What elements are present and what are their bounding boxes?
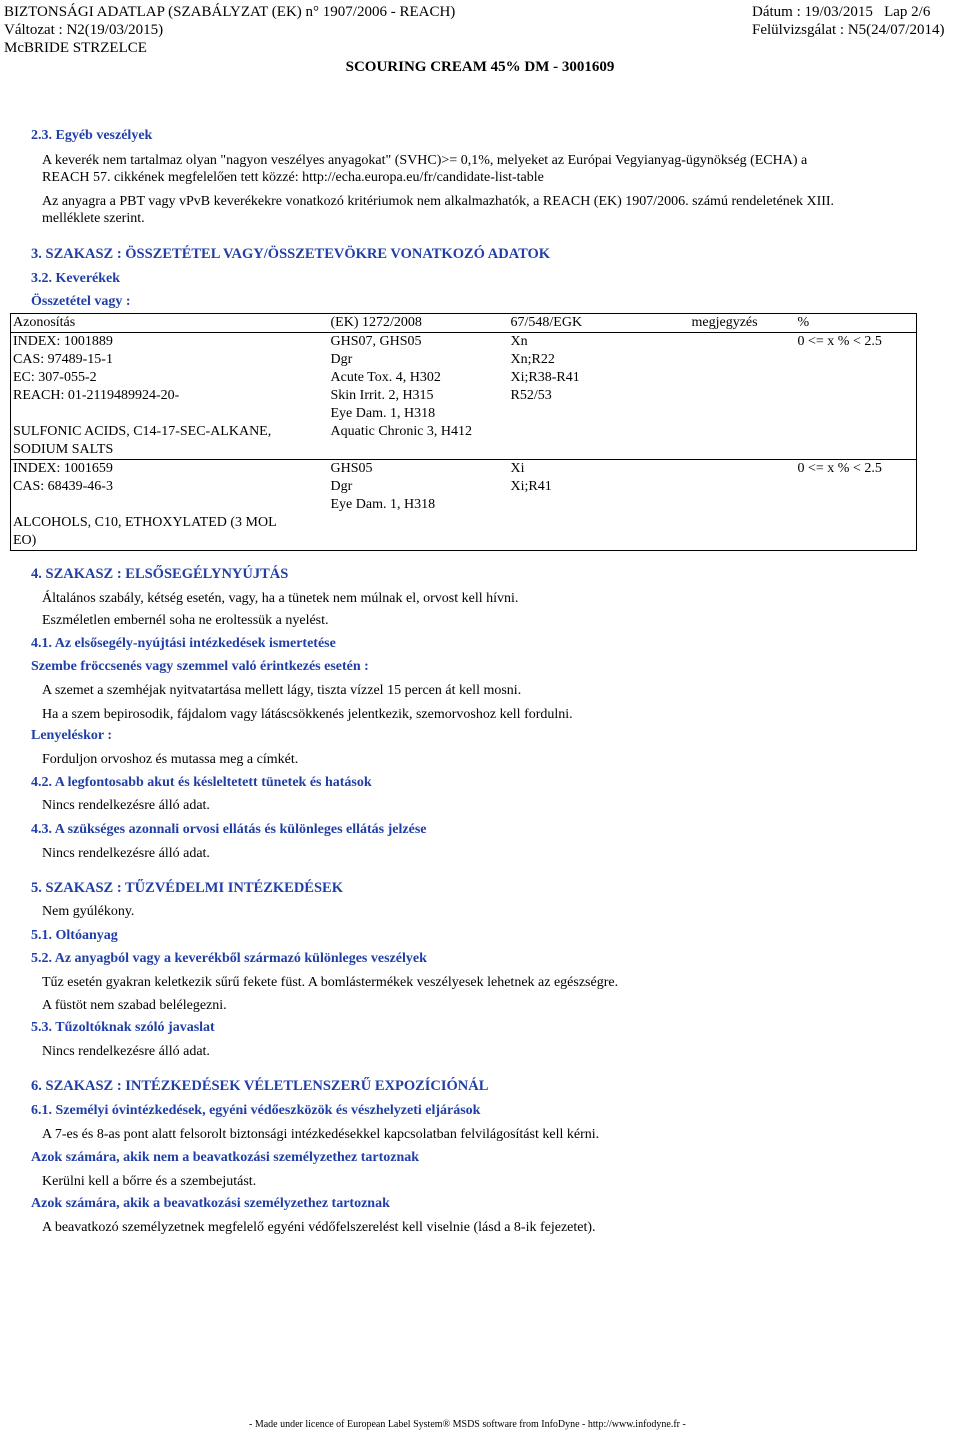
row1-identification (11, 333, 329, 460)
row1-clp-3: Skin Irrit. 2, H315 (330, 388, 434, 403)
section-4-2-title: 4.2. A legfontosabb akut és késleltetett tünetek és hatások (31, 775, 372, 790)
row2-clp-2: Eye Dam. 1, H318 (330, 497, 436, 512)
s42-text: Nincs rendelkezésre álló adat. (42, 798, 210, 813)
non-staff-text: Kerülni kell a bőrre és a szembejutást. (42, 1174, 257, 1189)
s23-p2-line2: melléklete szerint. (42, 211, 145, 226)
row1-blank (13, 405, 329, 423)
company-name: McBRIDE STRZELCE (4, 40, 147, 56)
product-name: SCOURING CREAM 45% DM - 3001609 (345, 59, 615, 75)
row2-identification (11, 460, 329, 551)
s52-text-2: A füstöt nem szabad belélegezni. (42, 998, 227, 1013)
row2-clp (329, 460, 509, 551)
row2-index: INDEX: 1001659 (13, 461, 113, 476)
section-5-3-title: 5.3. Tűzoltóknak szóló javaslat (31, 1020, 215, 1035)
section-2-3-title: 2.3. Egyéb veszélyek (31, 128, 153, 143)
col-header-identification: Azonosítás (11, 314, 329, 333)
row1-dsd (509, 333, 690, 460)
row1-ec: EC: 307-055-2 (13, 370, 97, 385)
row2-clp-0: GHS05 (330, 461, 373, 476)
row2-blank (13, 496, 329, 514)
row1-dsd-2: Xi;R38-R41 (510, 370, 580, 385)
row2-dsd (509, 460, 690, 551)
document-date (752, 3, 930, 21)
col-header-note: megjegyzés (690, 314, 796, 333)
s23-p1-line1: A keverék nem tartalmaz olyan "nagyon veszélyes anyagokat" (SVHC)>= 0,1%, melyeket az Európai Vegyianyag-ügynökség (ECHA) a (42, 153, 808, 168)
row1-clp-5: Aquatic Chronic 3, H412 (330, 424, 473, 439)
staff-label: Azok számára, akik a beavatkozási személyzethez tartoznak (31, 1196, 390, 1211)
row2-cas: CAS: 68439-46-3 (13, 479, 113, 494)
row1-index: INDEX: 1001889 (13, 334, 113, 349)
row1-dsd-1: Xn;R22 (510, 352, 555, 367)
section-6-title: 6. SZAKASZ : INTÉZKEDÉSEK VÉLETLENSZERŰ EXPOZÍCIÓNÁL (31, 1078, 489, 1094)
row1-name-line2: SODIUM SALTS (13, 442, 114, 457)
row2-name-line2: EO) (13, 533, 37, 548)
swallow-label: Lenyeléskor : (31, 728, 113, 743)
page-number: Lap 2/6 (884, 4, 931, 20)
s53-text: Nincs rendelkezésre álló adat. (42, 1044, 210, 1059)
row1-cas: CAS: 97489-15-1 (13, 352, 113, 367)
section-6-1-title: 6.1. Személyi óvintézkedések, egyéni védőeszközök és vészhelyzeti eljárások (31, 1103, 481, 1118)
date-text: Dátum : 19/03/2015 (752, 4, 873, 20)
row2-percent: 0 <= x % < 2.5 (796, 460, 917, 551)
row1-clp-0: GHS07, GHS05 (330, 334, 422, 349)
s4-general-rule: Általános szabály, kétség esetén, vagy, ha a tünetek nem múlnak el, orvost kell hívni. (42, 591, 519, 606)
section-4-3-title: 4.3. A szükséges azonnali orvosi ellátás és különleges ellátás jelzése (31, 822, 427, 837)
composition-label: Összetétel vagy : (31, 294, 131, 309)
row1-clp-4: Eye Dam. 1, H318 (330, 406, 436, 421)
s23-p2-line1: Az anyagra a PBT vagy vPvB keverékekre vonatkozó kritériumok nem alkalmazhatók, a REACH (EK) 1907/2006. számú rendeletének XIII. (42, 194, 835, 209)
row1-reach: REACH: 01-2119489924-20- (13, 388, 180, 403)
row1-name-line1: SULFONIC ACIDS, C14-17-SEC-ALKANE, (13, 424, 272, 439)
section-4-title: 4. SZAKASZ : ELSŐSEGÉLYNYÚJTÁS (31, 566, 289, 582)
row1-clp (329, 333, 509, 460)
revision-info: Felülvizsgálat : N5(24/07/2014) (752, 22, 945, 38)
section-5-title: 5. SZAKASZ : TŰZVÉDELMI INTÉZKEDÉSEK (31, 880, 343, 896)
s23-p1-line2: REACH 57. cikkének megfelelően tett közzé: http://echa.europa.eu/fr/candidate-list-table (42, 170, 544, 185)
document-title: BIZTONSÁGI ADATLAP (SZABÁLYZAT (EK) n° 1907/2006 - REACH) (4, 4, 456, 20)
section-3-title: 3. SZAKASZ : ÖSSZETÉTEL VAGY/ÖSSZETEVÖKRE VONATKOZÓ ADATOK (31, 246, 551, 262)
version-info: Változat : N2(19/03/2015) (4, 22, 164, 38)
s43-text: Nincs rendelkezésre álló adat. (42, 846, 210, 861)
swallow-text: Forduljon orvoshoz és mutassa meg a címkét. (42, 752, 299, 767)
footer-licence: - Made under licence of European Label System® MSDS software from InfoDyne - http://www.infodyne.fr - (249, 1419, 686, 1430)
eye-contact-text-2: Ha a szem bepirosodik, fájdalom vagy látáscsökkenés jelentkezik, szemorvoshoz kell fordulni. (42, 707, 573, 722)
non-staff-label: Azok számára, akik nem a beavatkozási személyzethez tartoznak (31, 1150, 420, 1165)
s52-text-1: Tűz esetén gyakran keletkezik sűrű fekete füst. A bomlástermékek veszélyesek lehetnek az egészségre. (42, 975, 619, 990)
table-header-row (11, 314, 917, 333)
section-5-1-title: 5.1. Oltóanyag (31, 928, 118, 943)
col-header-dsd: 67/548/EGK (509, 314, 690, 333)
row1-percent: 0 <= x % < 2.5 (796, 333, 917, 460)
table-row (11, 333, 917, 460)
section-3-2-title: 3.2. Keverékek (31, 271, 121, 286)
col-header-percent: % (796, 314, 917, 333)
eye-contact-label: Szembe fröccsenés vagy szemmel való érintkezés esetén : (31, 659, 369, 674)
section-5-2-title: 5.2. Az anyagból vagy a keverékből származó különleges veszélyek (31, 951, 427, 966)
col-header-clp: (EK) 1272/2008 (329, 314, 509, 333)
row1-dsd-0: Xn (510, 334, 528, 349)
row2-name-line1: ALCOHOLS, C10, ETHOXYLATED (3 MOL (13, 515, 277, 530)
composition-table (10, 313, 917, 551)
table-row (11, 460, 917, 551)
eye-contact-text-1: A szemet a szemhéjak nyitvatartása mellett lágy, tiszta vízzel 15 percen át kell mosni. (42, 683, 522, 698)
row1-clp-1: Dgr (330, 352, 353, 367)
s5-not-flammable: Nem gyúlékony. (42, 904, 135, 919)
row2-clp-1: Dgr (330, 479, 353, 494)
row1-dsd-3: R52/53 (510, 388, 552, 403)
row1-note (690, 333, 796, 460)
row2-dsd-1: Xi;R41 (510, 479, 552, 494)
s4-unconscious: Eszméletlen embernél soha ne eroltessük a nyelést. (42, 613, 329, 628)
staff-text: A beavatkozó személyzetnek megfelelő egyéni védőfelszerelést kell viselnie (lásd a 8-ik fejezetet). (42, 1220, 596, 1235)
row1-clp-2: Acute Tox. 4, H302 (330, 370, 441, 385)
s61-text: A 7-es és 8-as pont alatt felsorolt biztonsági intézkedésekkel kapcsolatban felvilágosítást kell kérni. (42, 1127, 600, 1142)
section-4-1-title: 4.1. Az elsősegély-nyújtási intézkedések ismertetése (31, 636, 336, 651)
row2-dsd-0: Xi (510, 461, 525, 476)
row2-note (690, 460, 796, 551)
